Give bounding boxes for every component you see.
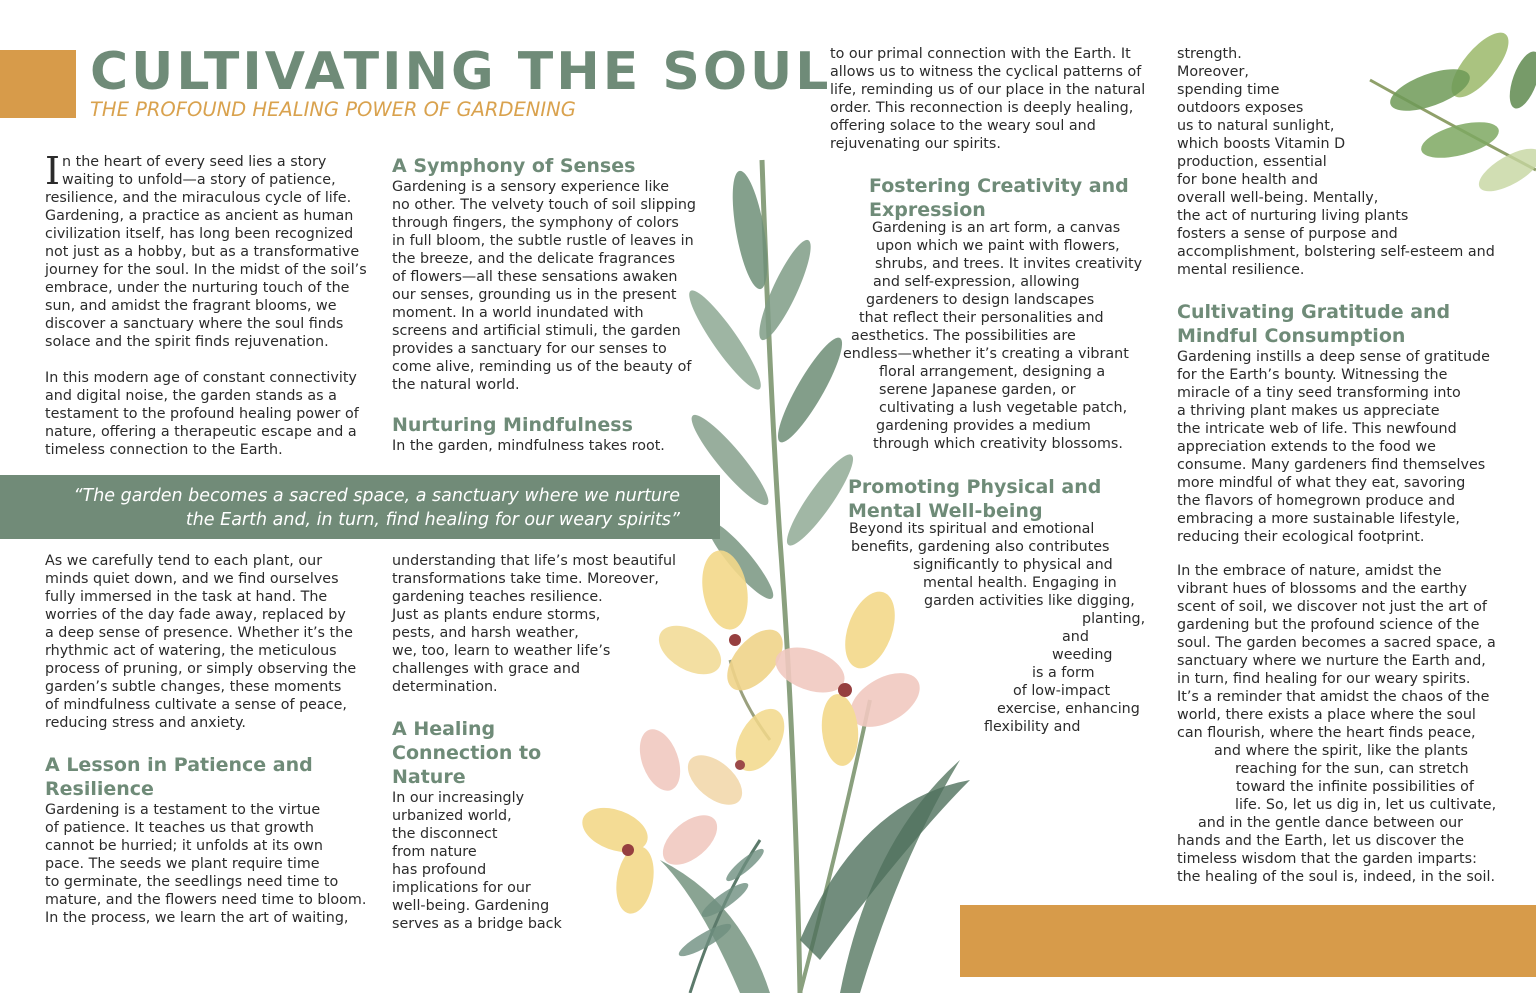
conclusion-line: hands and the Earth, let us discover the [1177,833,1465,849]
patience-continued-body: understanding that life’s most beautiful transformations take time. Moreover, gardening teaches resilience. Just as plants endure storms, pests, and harsh weather, we, too, learn to weather life’s challenges with grace and determination. [392,553,676,695]
creativity-line: endless—whether it’s creating a vibrant [843,346,1129,362]
physical-line: and [1062,629,1089,645]
healing-continued-body: to our primal connection with the Earth. It allows us to witness the cyclical patterns of life, reminding us of our place in the natural order. This reconnection is deeply healing, offering solace to the weary soul and rejuvenating our spirits. [830,46,1146,152]
creativity-line: cultivating a lush vegetable patch, [879,400,1128,416]
conclusion-line: timeless wisdom that the garden imparts: [1177,851,1477,867]
patience-continued [392,552,692,696]
patience-heading: A Lesson in Patience and Resilience [45,754,313,800]
physical-line: of low-impact [1013,683,1111,699]
gratitude-section [1177,300,1507,546]
physical-line: significantly to physical and [913,557,1113,573]
creativity-line: upon which we paint with flowers, [876,238,1120,254]
conclusion-line: soul. The garden becomes a sacred space, a [1177,635,1496,651]
healing-continued [830,45,1160,153]
page-subtitle: THE PROFOUND HEALING POWER OF GARDENING [90,98,576,121]
gratitude-heading: Cultivating Gratitude and Mindful Consumption [1177,301,1451,347]
conclusion-line: sanctuary where we nurture the Earth and, [1177,653,1486,669]
pull-quote: “The garden becomes a sacred space, a sanctuary where we nurture the Earth and, in turn, find healing for our weary spirits” [73,486,680,530]
intro-section [45,149,375,459]
conclusion-line: It’s a reminder that amidst the chaos of the [1177,689,1490,705]
title-accent-block [0,50,76,118]
conclusion-line: vibrant hues of blossoms and the earthy [1177,581,1467,597]
physical-line: mental health. Engaging in [923,575,1117,591]
conclusion-line: reaching for the sun, can stretch [1235,761,1469,777]
mindfulness-continued-body: As we carefully tend to each plant, our minds quiet down, and we find ourselves fully immersed in the task at hand. The worries of the day fade away, replaced by a deep sense of presence. Whether it’s the rhythmic act of watering, the meticulous process of pruning, or simply observing the garden’s subtle changes, these moments of mindfulness cultivate a sense of peace, reducing stress and anxiety. [45,553,357,731]
conclusion-line: and in the gentle dance between our [1198,815,1464,831]
physical-continued-body: strength. Moreover, spending time outdoors exposes us to natural sunlight, which boosts Vitamin D production, essential for bone health and overall well-being. Mentally, the act of nurturing living plants fosters a sense of purpose and accomplishment, bolstering self-esteem and mental resilience. [1177,46,1495,278]
physical-line: flexibility and [984,719,1081,735]
physical-heading: Promoting Physical and Mental Well-being [848,476,1102,522]
conclusion-line: can flourish, where the heart finds peace, [1177,725,1476,741]
creativity-line: gardeners to design landscapes [866,292,1095,308]
healing-body: In our increasingly urbanized world, the disconnect from nature has profound implications for our well-being. Gardening serves as a bridge back [392,790,562,932]
conclusion-line: gardening but the profound science of the [1177,617,1480,633]
symphony-section [392,154,712,394]
physical-line: planting, [1082,611,1146,627]
physical-line: is a form [1032,665,1095,681]
conclusion-line: toward the infinite possibilities of [1236,779,1474,795]
physical-line: Beyond its spiritual and emotional [849,521,1095,537]
creativity-line: through which creativity blossoms. [873,436,1123,452]
patience-section [45,753,375,927]
mindfulness-continued [45,552,375,732]
footer-accent-bar [960,905,1536,977]
symphony-body: Gardening is a sensory experience like no other. The velvety touch of soil slipping through fingers, the symphony of colors in full bloom, the subtle rustle of leaves in the breeze, and the delicate fragrances of flowers—all these sensations awaken our senses, grounding us in the present moment. In a world inundated with screens and artificial stimuli, the garden provides a sanctuary for our senses to come alive, reminding us of the beauty of the natural world. [392,179,696,393]
page-title: CULTIVATING THE SOUL [90,42,832,102]
intro-paragraph-2: In this modern age of constant connectivity and digital noise, the garden stands as a testament to the profound healing power of nature, offering a therapeutic escape and a timeless connection to the Earth. [45,370,359,458]
mindfulness-body: In the garden, mindfulness takes root. [392,438,665,454]
healing-heading: A Healing Connection to Nature [392,718,542,788]
conclusion-line: in turn, find healing for our weary spirits. [1177,671,1471,687]
creativity-line: floral arrangement, designing a [879,364,1106,380]
creativity-line: that reflect their personalities and [859,310,1104,326]
conclusion-line: life. So, let us dig in, let us cultivate, [1235,797,1497,813]
mindfulness-heading: Nurturing Mindfulness [392,414,633,436]
gratitude-body: Gardening instills a deep sense of gratitude for the Earth’s bounty. Witnessing the miracle of a tiny seed transforming into a thriving plant makes us appreciate the intricate web of life. This newfound appreciation extends to the food we consume. Many gardeners find themselves more mindful of what they eat, savoring the flavors of homegrown produce and embracing a more sustainable lifestyle, reducing their ecological footprint. [1177,349,1490,545]
physical-line: benefits, gardening also contributes [851,539,1110,555]
conclusion-line: In the embrace of nature, amidst the [1177,563,1442,579]
conclusion-line: the healing of the soul is, indeed, in the soil. [1177,869,1496,885]
creativity-line: serene Japanese garden, or [879,382,1076,398]
intro-paragraph-1: In the heart of every seed lies a story waiting to unfold—a story of patience, resilience, and the miraculous cycle of life. Gardening, a practice as ancient as human civilization itself, has long been recognized not just as a hobby, but as a transformative journey for the soul. In the midst of the soil’s embrace, under the nurturing touch of the sun, and amidst the fragrant blooms, we discover a sanctuary where the soul finds solace and the spirit finds rejuvenation. [45,149,367,350]
conclusion-line: scent of soil, we discover not just the art of [1177,599,1487,615]
healing-section [392,717,592,933]
physical-line: exercise, enhancing [997,701,1140,717]
creativity-line: gardening provides a medium [876,418,1091,434]
creativity-heading: Fostering Creativity and Expression [869,175,1129,221]
conclusion-line: world, there exists a place where the soul [1177,707,1476,723]
conclusion-line: and where the spirit, like the plants [1214,743,1468,759]
drop-cap: I [45,149,61,193]
physical-line: weeding [1052,647,1113,663]
creativity-line: and self-expression, allowing [873,274,1080,290]
physical-line: garden activities like digging, [924,593,1135,609]
symphony-heading: A Symphony of Senses [392,155,636,177]
patience-body: Gardening is a testament to the virtue of patience. It teaches us that growth cannot be hurried; it unfolds at its own pace. The seeds we plant require time to germinate, the seedlings need time to mature, and the flowers need time to bloom. In the process, we learn the art of waiting, [45,802,367,926]
creativity-line: shrubs, and trees. It invites creativity [875,256,1143,272]
creativity-line: Gardening is an art form, a canvas [872,220,1121,236]
mindfulness-section [392,413,712,455]
physical-continued [1177,45,1507,279]
creativity-line: aesthetics. The possibilities are [851,328,1076,344]
